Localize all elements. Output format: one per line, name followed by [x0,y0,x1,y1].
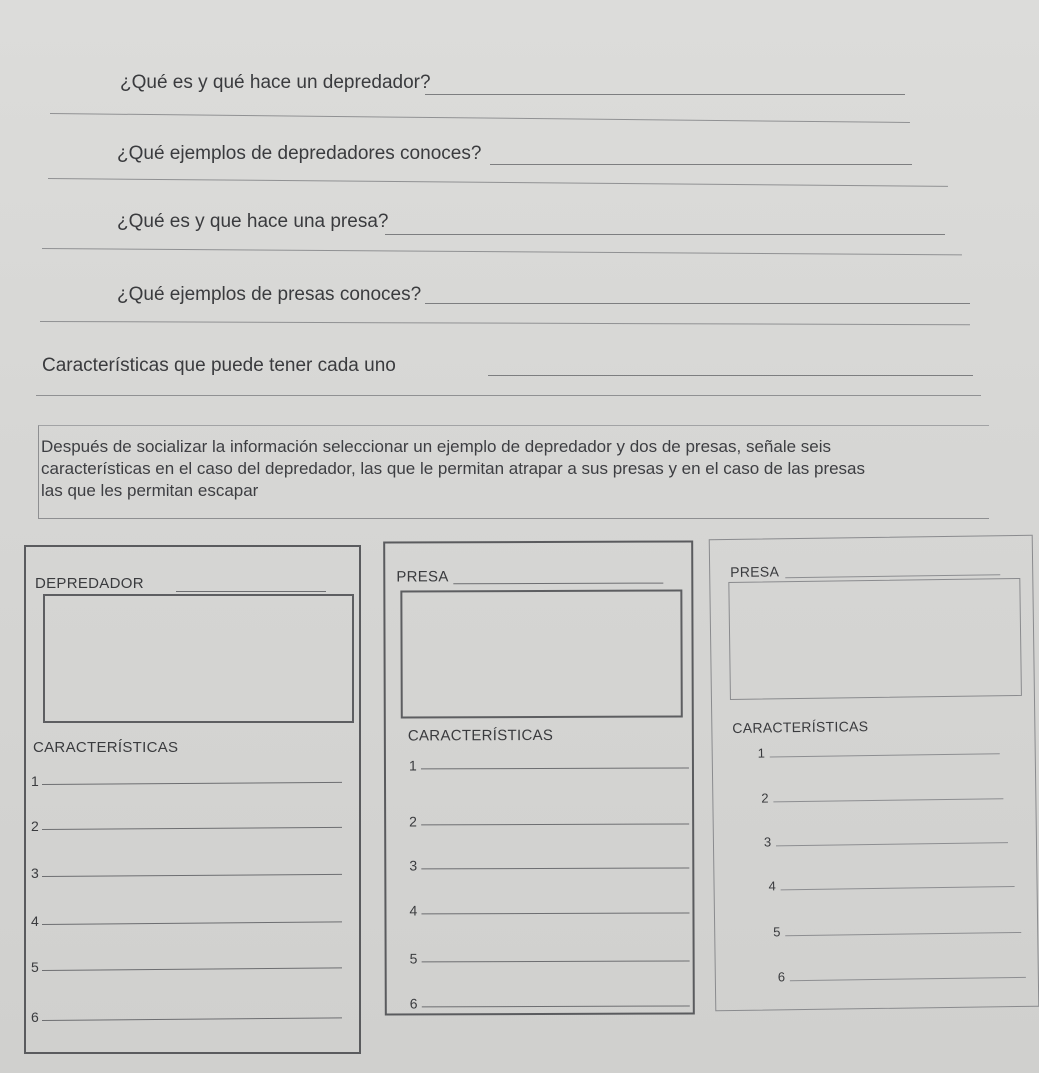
prey-1-item-line[interactable] [422,1005,690,1007]
prey-2-item-number: 4 [768,878,776,894]
predator-item-number: 5 [31,959,39,975]
prey-card-1 [383,540,695,1015]
answer-blank-3[interactable] [385,234,945,235]
prey-1-item-line[interactable] [421,867,689,869]
predator-item-line[interactable] [42,1017,342,1021]
instructions-box [38,425,989,519]
predator-item-line[interactable] [42,874,342,877]
question-predator-examples: ¿Qué ejemplos de depredadores conoces? [117,143,482,164]
prey-1-name-blank[interactable] [453,583,663,585]
prey-2-item-line[interactable] [790,977,1026,981]
answer-line-2[interactable] [48,178,948,187]
prey-1-item-number: 1 [408,757,417,774]
prey-card-2 [709,535,1039,1011]
prey-1-item-number: 5 [409,950,418,967]
predator-item-number: 1 [31,773,39,789]
answer-line-4[interactable] [40,321,970,325]
prey-2-item-line[interactable] [770,753,1000,757]
prey-2-name-blank[interactable] [785,574,1000,578]
question-prey-examples: ¿Qué ejemplos de presas conoces? [117,284,422,305]
answer-blank-4[interactable] [425,303,970,304]
instructions-line-2: características en el caso del depredador, las que le permitan atrapar a sus presas y en el caso de las presas [41,459,866,478]
predator-title: DEPREDADOR [35,575,144,592]
predator-characteristics-label: CARACTERÍSTICAS [33,739,179,756]
prey-1-item-line[interactable] [421,912,689,914]
question-prey-definition: ¿Qué es y que hace una presa? [117,211,389,232]
instructions-line-3: las que les permitan escapar [41,481,259,500]
answer-line-5[interactable] [36,395,981,396]
predator-item-line[interactable] [42,921,342,925]
prey-2-characteristics-label: CARACTERÍSTICAS [732,718,869,736]
prey-2-item-line[interactable] [776,842,1008,846]
prey-2-item-number: 2 [761,790,769,806]
answer-line-1[interactable] [50,113,910,123]
prey-2-item-number: 1 [757,745,766,761]
prey-1-item-line[interactable] [422,960,690,962]
prey-2-item-number: 3 [763,834,772,850]
predator-item-line[interactable] [42,782,342,785]
predator-item-number: 4 [31,913,39,929]
prey-1-item-line[interactable] [421,767,689,769]
predator-item-number: 3 [31,865,39,881]
predator-name-blank[interactable] [176,591,326,592]
answer-line-3[interactable] [42,248,962,255]
answer-blank-2[interactable] [490,164,912,165]
prey-2-title: PRESA [730,563,780,580]
prey-1-item-number: 6 [409,995,418,1012]
prey-1-drawing-box[interactable] [400,589,682,718]
instructions-line-1: Después de socializar la información seleccionar un ejemplo de depredador y dos de presas, señale seis [41,437,832,456]
answer-blank-1[interactable] [425,94,905,95]
question-predator-definition: ¿Qué es y qué hace un depredador? [120,72,431,93]
answer-blank-5[interactable] [488,375,973,376]
prey-1-item-number: 4 [409,902,418,919]
prey-2-drawing-box[interactable] [728,578,1022,700]
prey-2-item-line[interactable] [773,798,1003,802]
prey-1-item-number: 3 [409,857,418,874]
predator-item-number: 2 [31,818,39,834]
prey-2-item-line[interactable] [781,886,1015,890]
prey-2-item-line[interactable] [785,932,1021,936]
predator-card [24,545,361,1054]
predator-drawing-box[interactable] [43,594,354,723]
predator-item-number: 6 [31,1009,39,1025]
prey-1-item-line[interactable] [421,823,689,825]
predator-item-line[interactable] [42,827,342,830]
prey-2-item-number: 5 [773,924,781,940]
predator-item-line[interactable] [42,967,342,971]
question-characteristics: Características que puede tener cada uno [42,355,396,376]
prey-1-item-number: 2 [409,813,417,830]
prey-1-title: PRESA [396,568,449,586]
prey-2-item-number: 6 [777,969,786,985]
prey-1-characteristics-label: CARACTERÍSTICAS [407,726,554,745]
